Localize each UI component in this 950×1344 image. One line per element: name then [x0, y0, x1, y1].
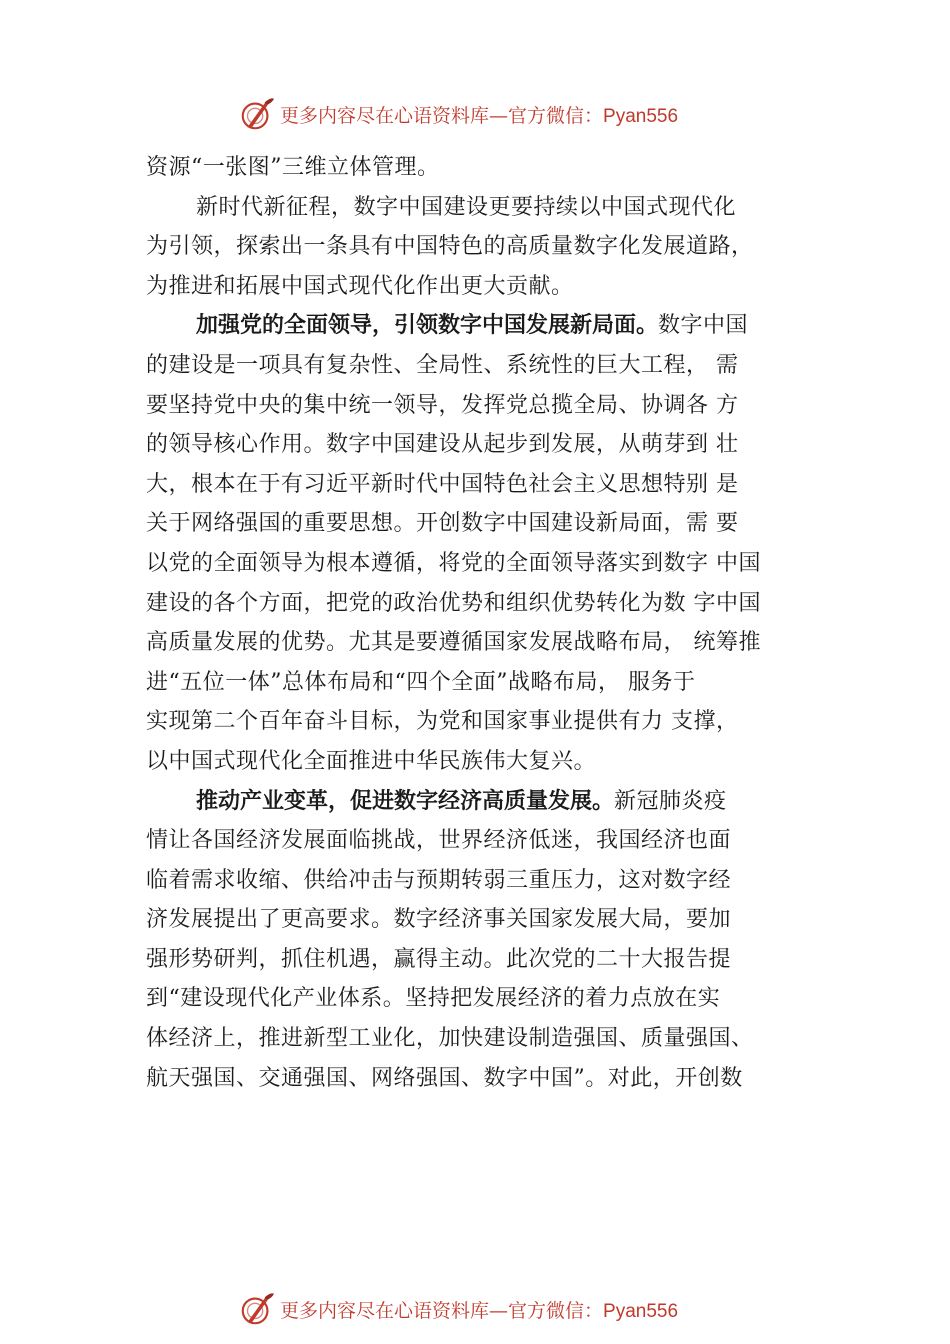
- text-line: 为引领，探索出一条具有中国特色的高质量数字化发展道路，: [146, 234, 754, 260]
- header-wechat-id: Pyan556: [603, 105, 679, 127]
- text-line: 强形势研判，抓住机遇，赢得主动。此次党的二十大报告提: [146, 946, 732, 972]
- paragraph-heading-line: [146, 306, 836, 346]
- text-line: 进“五位一体”总体布局和“四个全面”战略布局， 服务于: [146, 669, 696, 695]
- header-banner-text: 更多内容尽在心语资料库—官方微信：Pyan556: [280, 104, 679, 127]
- text-line: 建设的各个方面，把党的政治优势和组织优势转化为数 字中国: [146, 590, 761, 616]
- brush-logo-icon: [238, 1290, 276, 1328]
- text-line: 实现第二个百年奋斗目标，为党和国家事业提供有力 支撑，: [146, 709, 739, 735]
- text-line: 临着需求收缩、供给冲击与预期转弱三重压力，这对数字经: [146, 867, 732, 893]
- text-line: 到“建设现代化产业体系。坚持把发展经济的着力点放在实: [146, 986, 721, 1012]
- text-line: 体经济上，推进新型工业化，加快建设制造强国、质量强国、: [146, 1026, 754, 1052]
- footer-banner: [0, 1287, 950, 1331]
- brush-logo-icon: [238, 95, 276, 133]
- text-line: 以党的全面领导为根本遵循，将党的全面领导落实到数字 中国: [146, 550, 761, 576]
- text-line: 要坚持党中央的集中统一领导，发挥党总揽全局、协调各 方: [146, 392, 739, 418]
- text-fragment: 新冠肺炎疫: [614, 788, 727, 814]
- text-line: 新时代新征程，数字中国建设更要持续以中国式现代化: [196, 194, 737, 220]
- section-heading-industry-reform: 推动产业变革，促进数字经济高质量发展。: [196, 788, 615, 814]
- paragraph-heading-line: [146, 782, 836, 822]
- text-line: 航天强国、交通强国、网络强国、数字中国”。对此，开创数: [146, 1065, 743, 1091]
- header-banner: [0, 92, 950, 136]
- text-line: 大，根本在于有习近平新时代中国特色社会主义思想特别 是: [146, 471, 739, 497]
- footer-wechat-id: Pyan556: [603, 1300, 679, 1322]
- text-line: 济发展提出了更高要求。数字经济事关国家发展大局，要加: [146, 907, 732, 933]
- text-line: 以中国式现代化全面推进中华民族伟大复兴。: [146, 748, 597, 774]
- text-line: 为推进和拓展中国式现代化作出更大贡献。: [146, 273, 574, 299]
- text-line: 情让各国经济发展面临挑战，世界经济低迷，我国经济也面: [146, 828, 732, 854]
- text-line: 的领导核心作用。数字中国建设从起步到发展，从萌芽到 壮: [146, 432, 739, 458]
- text-line: 高质量发展的优势。尤其是要遵循国家发展战略布局， 统筹推: [146, 630, 761, 656]
- footer-banner-text: 更多内容尽在心语资料库—官方微信：Pyan556: [280, 1299, 679, 1322]
- text-line: 资源“一张图”三维立体管理。: [146, 155, 440, 180]
- text-line: 关于网络强国的重要思想。开创数字中国建设新局面，需 要: [146, 511, 739, 537]
- section-heading-party-leadership: 加强党的全面领导，引领数字中国发展新局面。: [196, 313, 659, 339]
- document-body: [146, 148, 836, 1098]
- text-fragment: 数字中国: [658, 313, 749, 339]
- text-line: 的建设是一项具有复杂性、全局性、系统性的巨大工程， 需: [146, 352, 739, 378]
